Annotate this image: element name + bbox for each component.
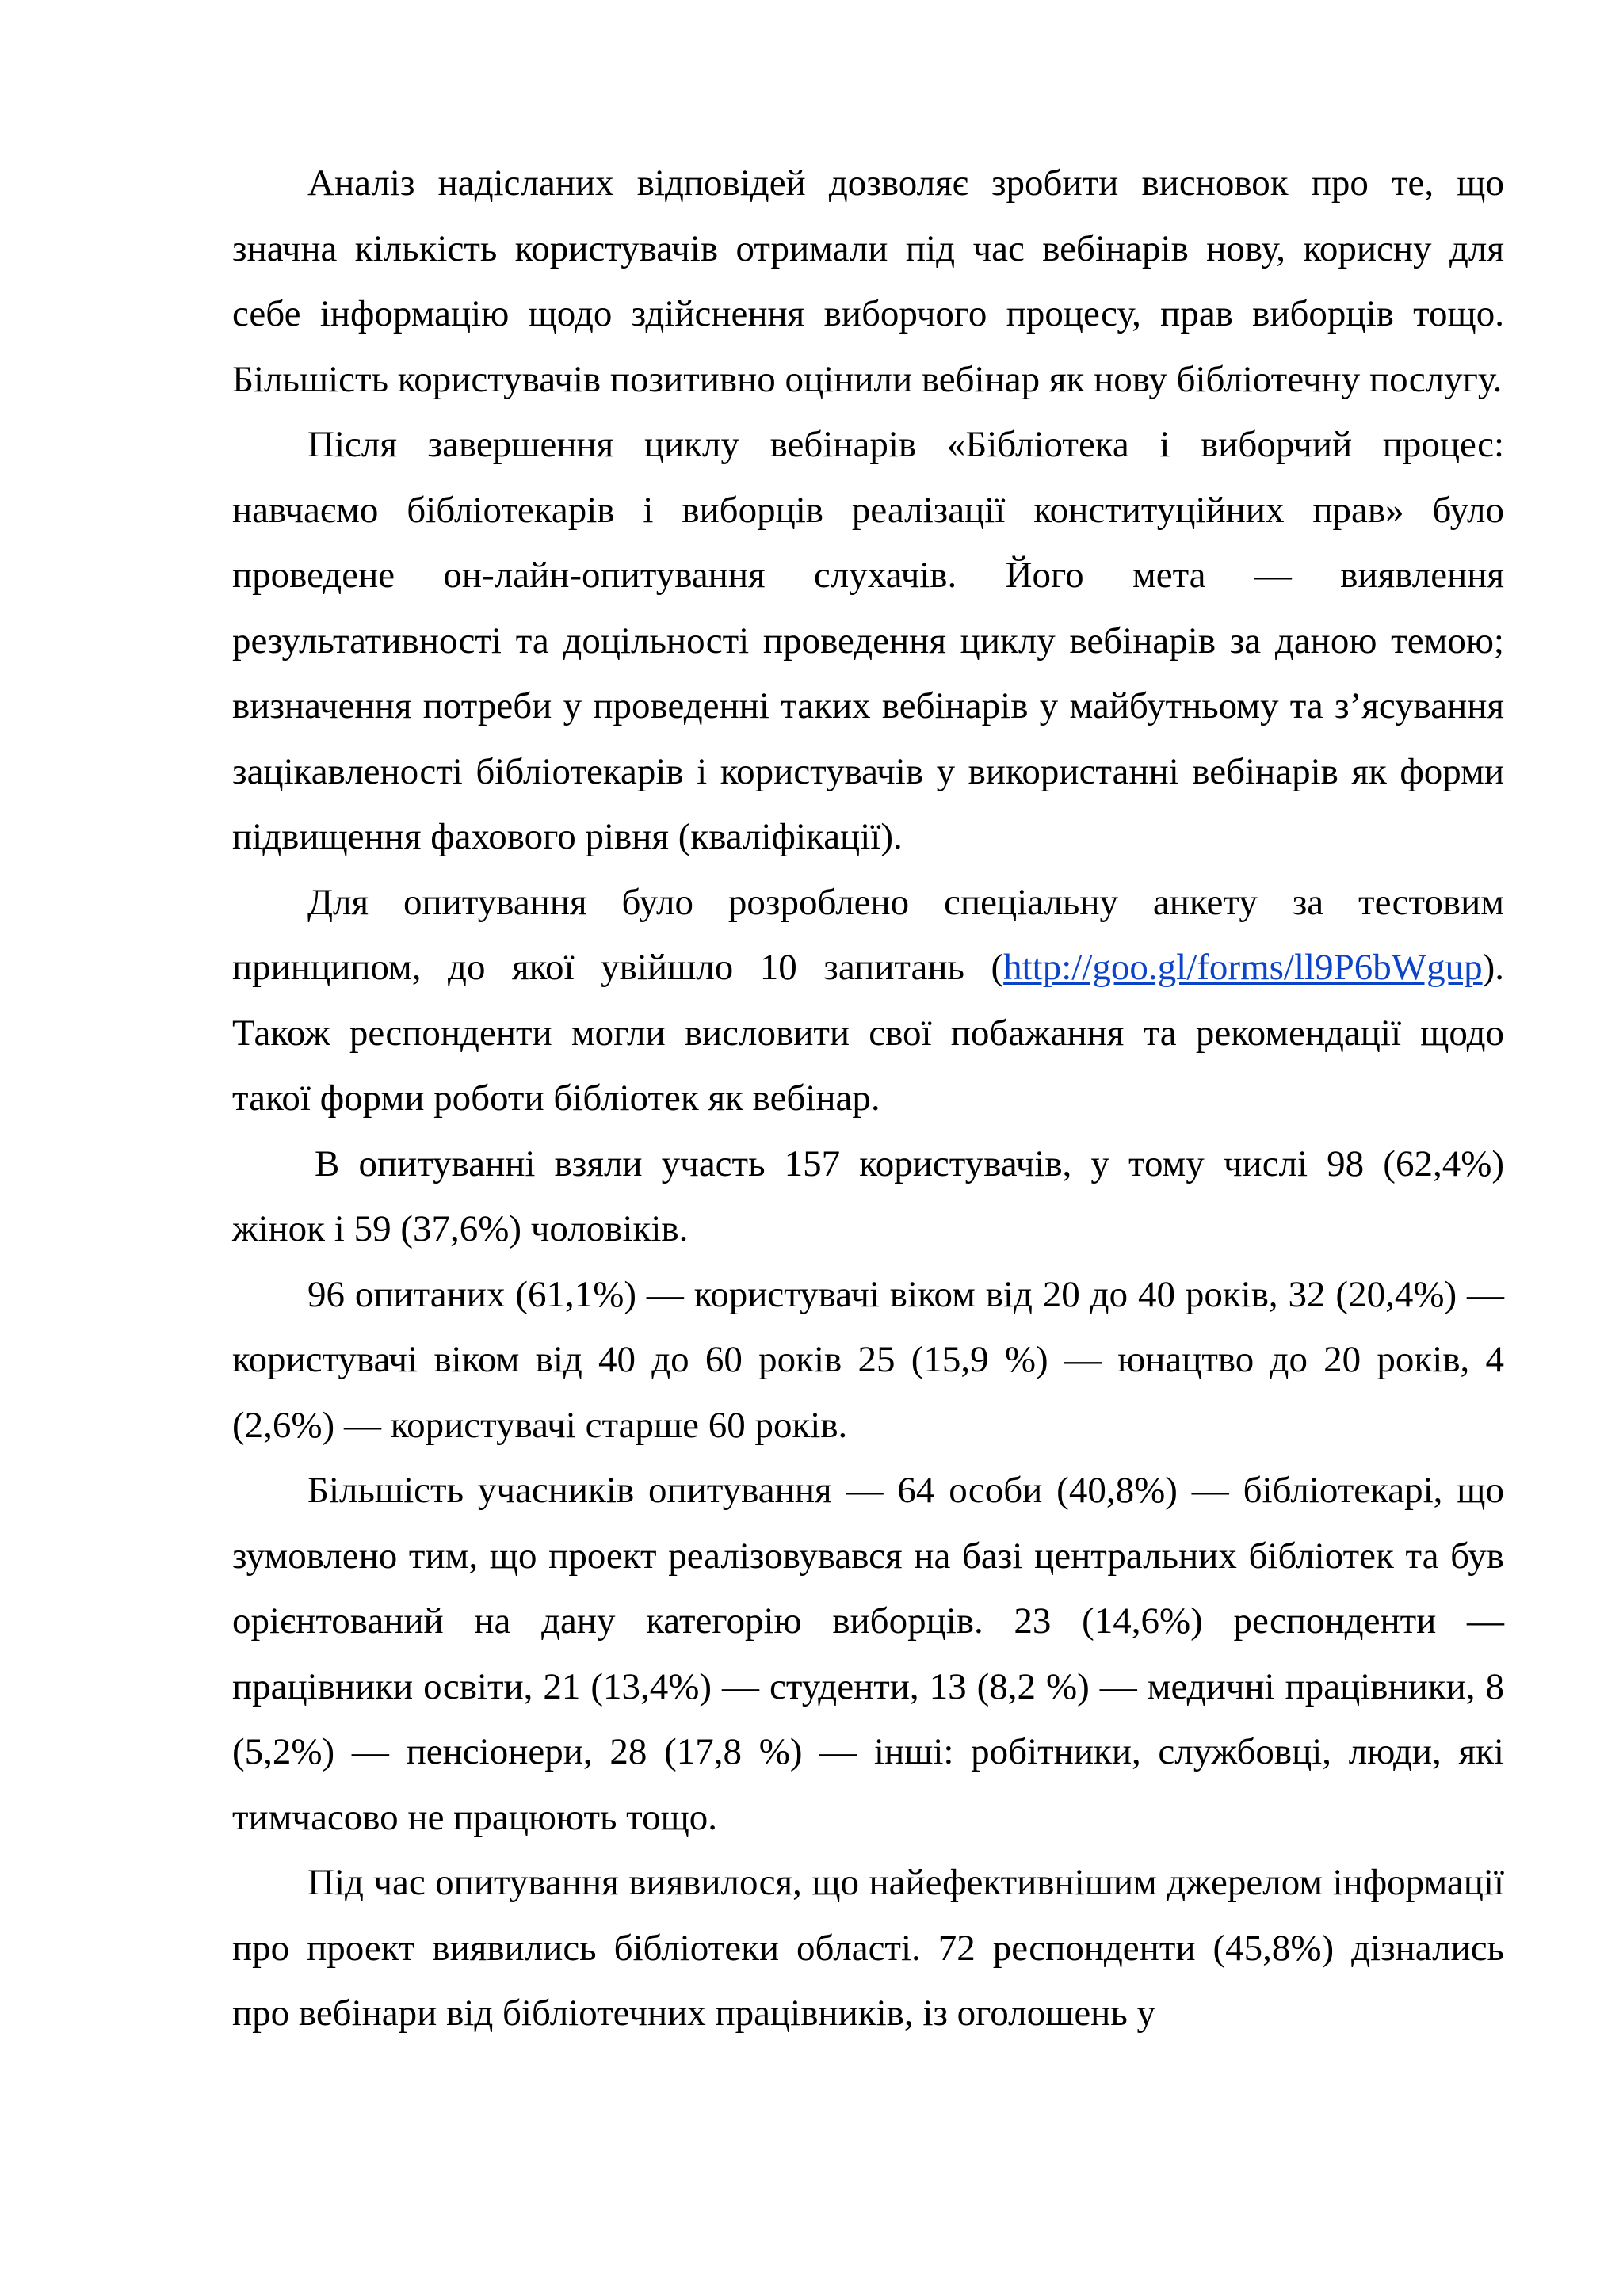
document-body: [232, 151, 1504, 2046]
paragraph-participants-age: 96 опитаних (61,1%) — користувачі віком від 20 до 40 років, 32 (20,4%) — користувачі віком від 40 до 60 років 25 (15,9 %) — юнацтво до 20 років, 4 (2,6%) — користувачі старше 60 років.: [232, 1273, 1504, 1446]
questionnaire-text-after-link: ). Також респонденти могли висловити свої побажання та рекомендації щодо такої форми роботи бібліотек як вебінар.: [232, 947, 1504, 1119]
paragraph-questionnaire: [232, 870, 1504, 1131]
questionnaire-text-before-link: Для опитування було розроблено спеціальну анкету за тестовим принципом, до якої увійшло 10 запитань (: [232, 881, 1504, 988]
paragraph-survey-after-webinars: Після завершення циклу вебінарів «Бібліотека і виборчий процес: навчаємо бібліотекарів і виборців реалізації конституційних прав» було проведене он-лайн-опитування слухачів. Його мета — виявлення результативності та доцільності проведення циклу вебінарів за даною темою; визначення потреби у проведенні таких вебінарів у майбутньому та з’ясування зацікавленості бібліотекарів і користувачів у використанні вебінарів як форми підвищення фахового рівня (кваліфікації).: [232, 424, 1504, 857]
paragraph-participants-occupation: Більшість учасників опитування — 64 особи (40,8%) — бібліотекарі, що зумовлено тим, що проект реалізовувався на базі центральних бібліотек та був орієнтований на дану категорію виборців. 23 (14,6%) респонденти — працівники освіти, 21 (13,4%) — студенти, 13 (8,2 %) — медичні працівники, 8 (5,2%) — пенсіонери, 28 (17,8 %) — інші: робітники, службовці, люди, які тимчасово не працюють тощо.: [232, 1470, 1504, 1838]
paragraph-information-sources: Під час опитування виявилося, що найефективнішим джерелом інформації про проект виявились бібліотеки області. 72 респонденти (45,8%) дізнались про вебінари від бібліотечних працівників, із оголошень у: [232, 1862, 1504, 2034]
paragraph-participants-gender: В опитуванні взяли участь 157 користувачів, у тому числі 98 (62,4%) жінок і 59 (37,6%) чоловіків.: [232, 1142, 1504, 1249]
survey-form-link[interactable]: http://goo.gl/forms/ll9P6bWgup: [1003, 947, 1483, 988]
paragraph-analysis-conclusion: Аналіз надісланих відповідей дозволяє зробити висновок про те, що значна кількість користувачів отримали під час вебінарів нову, корисну для себе інформацію щодо здійснення виборчого процесу, прав виборців тощо. Більшість користувачів позитивно оцінили вебінар як нову бібліотечну послугу.: [232, 162, 1504, 400]
